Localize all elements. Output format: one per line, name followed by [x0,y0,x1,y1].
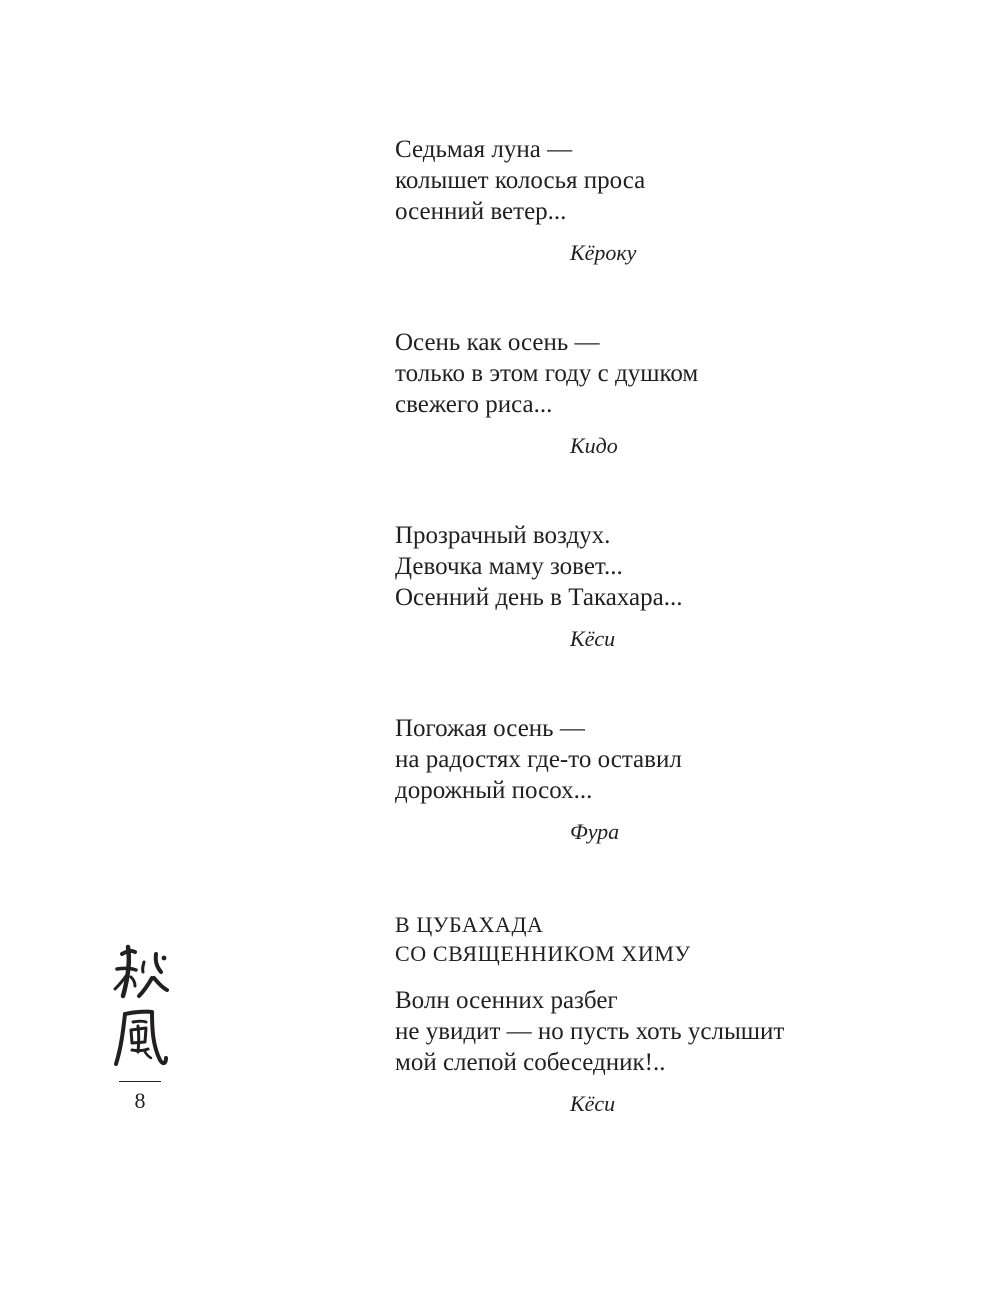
poem-line: свежего риса... [395,391,553,418]
poem-4 [395,713,915,846]
poem-line: дорожный посох... [395,777,593,804]
poem-line: Осень как осень — [395,329,600,356]
poem-line: только в этом году с душком [395,360,699,387]
poem-3 [395,520,915,653]
poem-heading-line: В ЦУБАХАДА [395,912,544,937]
poem-line: Прозрачный воздух. [395,522,611,549]
poem-line: осенний ветер... [395,198,567,225]
poem-1 [395,134,915,267]
poem-line: Волн осенних разбег [395,987,618,1014]
page-number: 8 [134,1088,146,1113]
poem-author: Кёси [570,626,616,651]
calligraphy-autumn-wind [108,938,172,1078]
poem-author: Фура [570,819,620,844]
poem-heading-line: СО СВЯЩЕННИКОМ ХИМУ [395,941,691,966]
poem-line: мой слепой собеседник!.. [395,1049,666,1076]
poem-2 [395,327,915,460]
poem-author: Кёси [570,1091,616,1116]
poem-author: Кёроку [570,240,637,265]
poem-author: Кидо [570,433,618,458]
poem-line: Седьмая луна — [395,136,573,163]
poem-5 [395,910,915,1118]
poem-line: на радостях где-то оставил [395,746,682,773]
poem-line: Девочка маму зовет... [395,553,623,580]
poem-line: колышет колосья проса [395,167,646,194]
poem-line: не увидит — но пусть хоть услышит [395,1018,785,1045]
folio-rule [119,1081,161,1082]
poem-line: Осенний день в Такахара... [395,584,683,611]
poem-line: Погожая осень — [395,715,585,742]
poem-heading [395,910,915,968]
